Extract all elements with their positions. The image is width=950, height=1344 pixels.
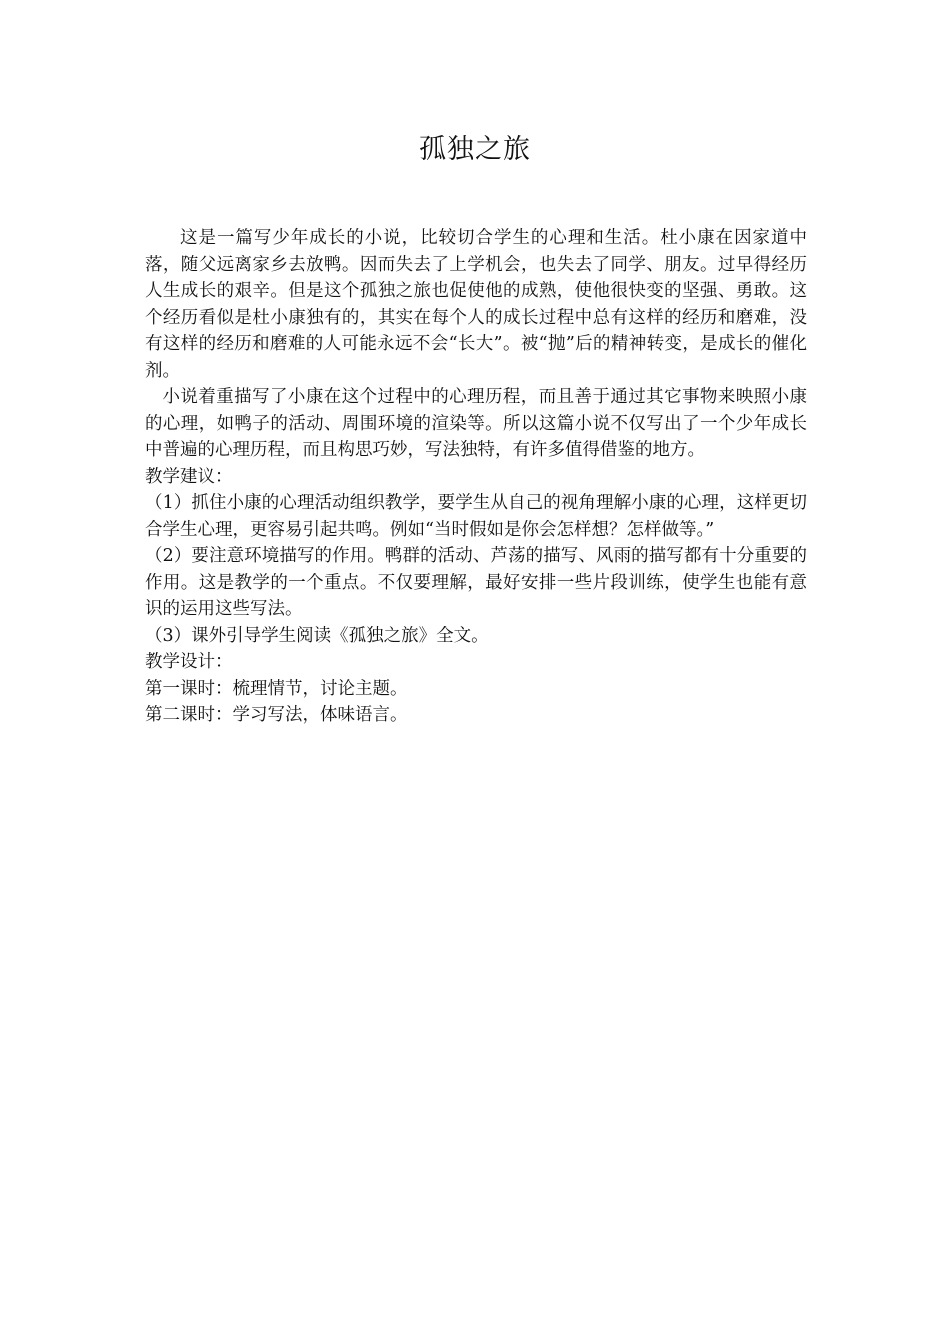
teaching-design-heading: 教学设计： — [145, 652, 233, 672]
suggestion-item-2: （2）要注意环境描写的作用。鸭群的活动、芦荡的描写、风雨的描写都有十分重要的作用。这是教学的一个重点。不仅要理解，最好安排一些片段训练，使学生也能有意识的运用这些写法。 — [145, 546, 807, 619]
suggestion-item-3: （3）课外引导学生阅读《孤独之旅》全文。 — [145, 625, 489, 646]
document-body — [145, 225, 807, 729]
intro-paragraph: 这是一篇写少年成长的小说，比较切合学生的心理和生活。杜小康在因家道中落，随父远离家乡去放鸭。因而失去了上学机会，也失去了同学、朋友。过早得经历人生成长的艰辛。但是这个孤独之旅也促使他的成熟，使他很快变的坚强、勇敢。这个经历看似是杜小康独有的，其实在每个人的成长过程中总有这样的经历和磨难，没有这样的经历和磨难的人可能永远不会“长大”。被“抛”后的精神转变，是成长的催化剂。 — [145, 228, 807, 381]
lesson-plan-1: 第一课时：梳理情节，讨论主题。 — [145, 678, 408, 699]
lesson-plan-2: 第二课时：学习写法，体味语言。 — [145, 705, 408, 725]
teaching-suggestions-heading: 教学建议： — [145, 466, 233, 487]
suggestion-item-1: （1）抓住小康的心理活动组织教学，要学生从自己的视角理解小康的心理，这样更切合学生心理，更容易引起共鸣。例如“当时假如是你会怎样想？怎样做等。” — [145, 493, 807, 540]
document-title: 孤独之旅 — [419, 134, 531, 165]
analysis-paragraph: 小说着重描写了小康在这个过程中的心理历程，而且善于通过其它事物来映照小康的心理，如鸭子的活动、周围环境的渲染等。所以这篇小说不仅写出了一个少年成长中普遍的心理历程，而且构思巧妙，写法独特，有许多值得借鉴的地方。 — [145, 387, 807, 460]
